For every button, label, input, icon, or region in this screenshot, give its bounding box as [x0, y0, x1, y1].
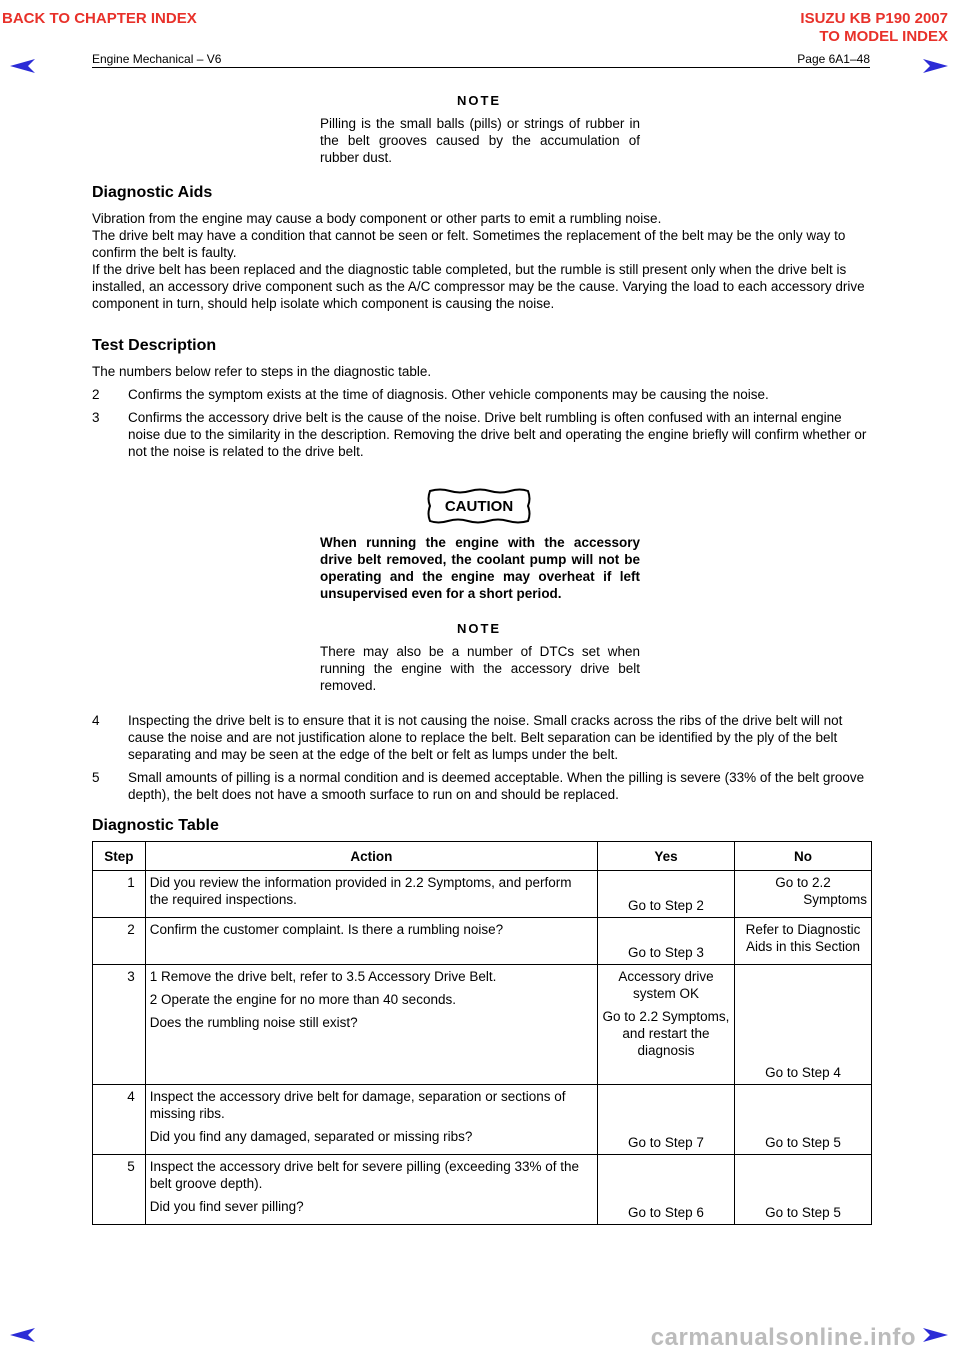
list-item [92, 769, 870, 803]
watermark: carmanualsonline.info [650, 1324, 916, 1351]
no-line: Refer to Diagnostic [745, 922, 861, 937]
back-to-chapter-link[interactable]: BACK TO CHAPTER INDEX [2, 10, 197, 27]
paragraph: The numbers below refer to steps in the diagnostic table. [92, 364, 432, 379]
action-cell [145, 918, 597, 965]
action-line: 2 Operate the engine for no more than 40 seconds. [149, 992, 456, 1007]
note-title: NOTE [456, 93, 502, 108]
step-text: Confirms the accessory drive belt is the cause of the noise. Drive belt rumbling is often confused with an internal engine noise due to the similarity in the description. Removing the drive belt and operating the engine briefly will confirm whether or not the noise is related to the drive belt. [128, 410, 867, 459]
list-item [92, 386, 870, 403]
yes-cell [597, 918, 734, 965]
column-header: Yes [597, 842, 734, 871]
step-cell: 2 [93, 918, 146, 965]
no-line: Go to 2.2 [775, 875, 831, 890]
caution-label: CAUTION [444, 498, 514, 515]
action-line: Inspect the accessory drive belt for severe pilling (exceeding 33% of the belt groove depth). [149, 1159, 579, 1191]
no-cell [734, 871, 871, 918]
test-description-heading: Test Description [92, 337, 217, 354]
diagnostic-aids-heading: Diagnostic Aids [92, 184, 213, 201]
no-line: Go to Step 5 [765, 1135, 841, 1150]
yes-cell [597, 871, 734, 918]
column-header: Step [93, 842, 146, 871]
table-row [93, 918, 872, 965]
action-line: Did you review the information provided in 2.2 Symptoms, and perform the required inspections. [149, 875, 572, 907]
column-header: Action [145, 842, 597, 871]
action-line: Did you find sever pilling? [149, 1199, 304, 1214]
action-line: Did you find any damaged, separated or missing ribs? [149, 1129, 473, 1144]
paragraph: Vibration from the engine may cause a body component or other parts to emit a rumbling noise. [92, 211, 662, 226]
yes-line: Go to 2.2 Symptoms, and restart the diagnosis [602, 1009, 730, 1058]
yes-line: Go to Step 2 [628, 898, 704, 913]
yes-line: Go to Step 3 [628, 945, 704, 960]
action-cell [145, 1085, 597, 1155]
note-text: There may also be a number of DTCs set when running the engine with the accessory drive belt removed. [320, 644, 640, 693]
step-text: Confirms the symptom exists at the time of diagnosis. Other vehicle components may be causing the noise. [128, 387, 769, 402]
diagnostic-table-heading: Diagnostic Table [92, 817, 219, 834]
page-number: Page 6A1–48 [797, 52, 870, 66]
yes-cell [597, 1085, 734, 1155]
step-text: Inspecting the drive belt is to ensure that it is not causing the noise. Small cracks across the ribs of the drive belt will not cause the noise and are not justification alone to replace the belt. Belt separation can be identified by the ply of the belt separating and may be seen at the edge of the belt or felt as lumps under the belt. [128, 713, 843, 762]
test-description-section [92, 337, 870, 460]
step-cell: 5 [93, 1155, 146, 1225]
paragraph: If the drive belt has been replaced and the diagnostic table completed, but the rumble is still present only when the drive belt is installed, an accessory drive component such as the A/C compressor may be the cause. Varying the load to each accessory drive component in turn, should help isolate which component is causing the noise. [92, 262, 865, 311]
action-line: Does the rumbling noise still exist? [149, 1015, 358, 1030]
step-cell: 3 [93, 965, 146, 1085]
to-model-index-link[interactable]: TO MODEL INDEX [819, 28, 948, 45]
table-row [93, 965, 872, 1085]
test-description-continued [92, 712, 870, 803]
next-page-arrow-icon[interactable] [922, 57, 950, 75]
step-number: 5 [92, 770, 100, 785]
diagnostic-table [92, 841, 872, 1225]
no-cell [734, 918, 871, 965]
no-line: Symptoms [803, 892, 867, 907]
list-item [92, 712, 870, 763]
action-line: Confirm the customer complaint. Is there a rumbling noise? [149, 922, 504, 937]
action-cell [145, 1155, 597, 1225]
header-rule [92, 67, 870, 68]
table-row [93, 871, 872, 918]
no-line: Go to Step 5 [765, 1205, 841, 1220]
yes-cell [597, 1155, 734, 1225]
list-item [92, 409, 870, 460]
step-number: 2 [92, 387, 100, 402]
step-number: 4 [92, 713, 100, 728]
table-row [93, 1085, 872, 1155]
action-cell [145, 871, 597, 918]
no-cell [734, 965, 871, 1085]
step-number: 3 [92, 410, 100, 425]
table-header-row [93, 842, 872, 871]
step-text: Small amounts of pilling is a normal condition and is deemed acceptable. When the pilling is severe (33% of the belt groove depth), the belt does not have a smooth surface to run on and should be replaced. [128, 770, 865, 802]
table-row [93, 1155, 872, 1225]
yes-cell [597, 965, 734, 1085]
yes-line: Accessory drive system OK [618, 969, 714, 1001]
yes-line: Go to Step 6 [628, 1205, 704, 1220]
caution-text: When running the engine with the accessory drive belt removed, the coolant pump will not be operating and the engine may overheat if left unsupervised even for a short period. [320, 535, 640, 601]
caution-badge-icon [426, 487, 532, 525]
paragraph: The drive belt may have a condition that cannot be seen or felt. Sometimes the replacement of the belt may be the only way to confirm the belt is faulty. [92, 228, 846, 260]
model-title-link[interactable]: ISUZU KB P190 2007 [800, 10, 948, 27]
action-cell [145, 965, 597, 1085]
no-cell [734, 1155, 871, 1225]
no-line: Aids in this Section [745, 939, 861, 954]
note-title: NOTE [456, 621, 502, 636]
yes-line: Go to Step 7 [628, 1135, 704, 1150]
prev-page-arrow-icon[interactable] [8, 1326, 36, 1344]
section-header: Engine Mechanical – V6 [92, 52, 222, 66]
diagnostic-aids-section [92, 184, 870, 312]
action-line: 1 Remove the drive belt, refer to 3.5 Accessory Drive Belt. [149, 969, 497, 984]
next-page-arrow-icon[interactable] [922, 1326, 950, 1344]
no-cell [734, 1085, 871, 1155]
prev-page-arrow-icon[interactable] [8, 57, 36, 75]
no-line: Go to Step 4 [765, 1065, 841, 1080]
step-cell: 1 [93, 871, 146, 918]
step-cell: 4 [93, 1085, 146, 1155]
action-line: Inspect the accessory drive belt for damage, separation or sections of missing ribs. [149, 1089, 566, 1121]
column-header: No [734, 842, 871, 871]
note-text: Pilling is the small balls (pills) or strings of rubber in the belt grooves caused by the accumulation of rubber dust. [320, 116, 640, 165]
